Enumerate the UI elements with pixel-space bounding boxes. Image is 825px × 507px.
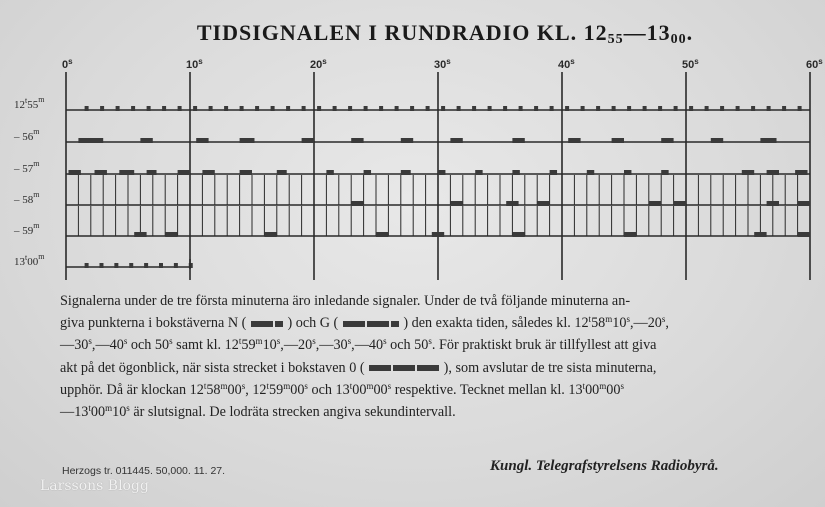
print-reference: Herzogs tr. 011445. 50,000. 11. 27. <box>62 465 226 477</box>
signal-dot <box>410 106 414 111</box>
signal-dot <box>426 106 430 111</box>
row-label-unit: m <box>33 221 40 230</box>
para-text: —30 <box>60 337 89 354</box>
signal-dash <box>264 232 276 237</box>
signal-dot <box>534 106 538 111</box>
signal-dash <box>624 170 631 175</box>
signal-dot <box>147 106 151 111</box>
signal-dash <box>401 138 413 143</box>
para-text: upphör. Då är klockan 12 <box>60 381 204 398</box>
signal-dash <box>134 232 146 237</box>
signal-dash <box>95 170 107 175</box>
x-tick-label: 10$^s$ <box>186 57 203 71</box>
sup-m: m <box>283 380 291 391</box>
sup-m: m <box>105 403 113 414</box>
signal-dot <box>658 106 662 111</box>
para-text: ,—40 <box>351 337 384 354</box>
para-text: ,—20 <box>629 315 662 332</box>
end-signal-dot <box>114 263 118 268</box>
signal-dash <box>624 232 636 237</box>
row-label-unit: m <box>33 127 40 136</box>
para-text: och 50 <box>386 337 429 354</box>
signal-dot <box>286 106 290 111</box>
sup-t: t <box>238 336 242 347</box>
signal-dot <box>178 106 182 111</box>
para-text: Signalerna under de tre första minuterna äro inledande signaler. Under de två följande minuterna an- <box>60 293 631 309</box>
sup-m: m <box>220 380 228 391</box>
morse-dash-glyph <box>343 321 365 327</box>
title-sub2: 00 <box>670 32 687 47</box>
row-label-num: 55 <box>27 99 39 111</box>
para-text: 10 <box>262 337 277 354</box>
signal-dash <box>178 170 190 175</box>
sup-t: t <box>588 314 592 325</box>
sup-s: s <box>312 336 316 347</box>
sup-s: s <box>169 336 173 347</box>
signal-dot <box>798 106 802 111</box>
para-text: —13 <box>60 404 89 421</box>
signal-dash <box>754 232 766 237</box>
sup-s: s <box>428 336 432 347</box>
title-end: . <box>686 20 694 45</box>
signal-dot <box>224 106 228 111</box>
signal-dash <box>165 232 177 237</box>
sup-s: s <box>304 380 308 391</box>
signal-dash <box>742 170 754 175</box>
x-tick-unit: s <box>198 57 203 66</box>
sup-s: s <box>123 336 128 347</box>
para-line <box>60 312 810 334</box>
signal-dot <box>116 106 120 111</box>
sup-s: s <box>126 403 130 414</box>
sup-t: t <box>582 380 586 391</box>
signal-dash <box>760 138 776 143</box>
x-tick-label: 20$^s$ <box>310 57 327 71</box>
x-tick-unit: s <box>694 57 699 66</box>
signal-dot <box>85 106 89 111</box>
signal-dash <box>711 138 723 143</box>
signal-dot <box>751 106 755 111</box>
signal-dash <box>587 170 594 175</box>
signal-dash <box>568 138 580 143</box>
x-tick-unit: s <box>818 57 823 66</box>
morse-dash-glyph <box>251 321 273 327</box>
signal-dash <box>550 170 557 175</box>
signal-dash <box>78 138 103 143</box>
signal-dash <box>767 170 779 175</box>
x-tick-unit: s <box>446 57 451 66</box>
signal-dot <box>317 106 321 111</box>
signal-dash <box>277 170 287 175</box>
row-label-unit: m <box>38 95 45 104</box>
end-signal-dot <box>174 263 178 268</box>
para-text: 00 <box>352 381 367 398</box>
signal-dash <box>326 170 333 175</box>
para-text: är slutsignal. De lodräta strecken angiva sekundintervall. <box>129 404 456 421</box>
sup-s: s <box>88 336 92 347</box>
sup-s: s <box>661 314 666 325</box>
signal-dot <box>643 106 647 111</box>
sup-t: t <box>266 380 270 391</box>
title-sub1: 55 <box>607 32 624 47</box>
signal-dash <box>196 138 208 143</box>
sup-s: s <box>347 336 352 347</box>
signal-dot <box>364 106 368 111</box>
signal-dot <box>100 106 104 111</box>
para-text: giva punkterna i bokstäverna N ( <box>60 315 247 332</box>
signal-dot <box>736 106 740 111</box>
signal-dash <box>649 201 661 206</box>
signal-dash <box>512 170 519 175</box>
signal-dash <box>364 170 371 175</box>
signal-dot <box>674 106 678 111</box>
row-label-num: 00 <box>27 256 39 268</box>
signal-dot <box>627 106 631 111</box>
row-label-unit: m <box>38 252 45 261</box>
title-dash: —13 <box>623 20 671 45</box>
sup-m: m <box>255 336 263 347</box>
signal-dash <box>351 138 363 143</box>
signal-dot <box>302 106 306 111</box>
row-label-unit: m <box>33 159 40 168</box>
para-text: och 50 <box>127 337 170 354</box>
x-tick-unit: s <box>322 57 327 66</box>
para-text: 00 <box>290 381 305 398</box>
signal-dash <box>140 138 152 143</box>
signal-dash <box>438 170 445 175</box>
x-tick-label: 40$^s$ <box>558 57 575 71</box>
morse-dash-glyph <box>369 365 391 371</box>
signal-dot <box>488 106 492 111</box>
title-main: TIDSIGNALEN I RUNDRADIO KL. 12 <box>196 20 608 45</box>
para-line <box>60 379 810 401</box>
sup-m: m <box>366 380 374 391</box>
end-signal-dot <box>129 263 133 268</box>
para-text: 59 <box>241 337 256 354</box>
signal-dot <box>441 106 445 111</box>
signal-dash <box>376 232 388 237</box>
para-text: respektive. Tecknet mellan kl. 13 <box>391 381 583 398</box>
sup-s: s <box>276 336 281 347</box>
end-signal-dot <box>99 263 103 268</box>
signal-dash <box>351 201 363 206</box>
signal-dash <box>661 138 673 143</box>
para-text: 00 <box>606 381 621 398</box>
signal-dot <box>705 106 709 111</box>
para-text: akt på det ögonblick, när sista strecket i bokstaven 0 ( <box>60 359 365 376</box>
para-text: ) den exakta tiden, således kl. 12 <box>403 315 589 332</box>
signal-dot <box>395 106 399 111</box>
signal-dot <box>596 106 600 111</box>
sup-t: t <box>88 403 91 414</box>
x-tick-label: 60$^s$ <box>806 57 823 71</box>
para-text: 00 <box>585 381 600 398</box>
para-text: ), som avslutar de tre sista minuterna, <box>443 359 657 376</box>
signal-dot <box>333 106 337 111</box>
signal-dash <box>432 232 444 237</box>
signal-dash <box>202 170 214 175</box>
sup-s: s <box>383 336 387 347</box>
end-signal-dot <box>144 263 148 268</box>
row-label-t: t <box>25 96 28 105</box>
signal-dash <box>240 138 255 143</box>
morse-dash-glyph <box>417 365 439 371</box>
signal-dash <box>512 232 524 237</box>
signal-dot <box>240 106 244 111</box>
signal-dash <box>506 201 518 206</box>
x-tick-label: 50$^s$ <box>682 57 699 71</box>
signal-dot <box>612 106 616 111</box>
morse-dot-glyph <box>391 321 399 327</box>
sup-m: m <box>599 380 607 391</box>
signal-dash <box>401 170 411 175</box>
signal-dash <box>512 138 524 143</box>
signal-dash <box>475 170 482 175</box>
signal-dash <box>674 201 686 206</box>
para-text: 10 <box>112 404 127 421</box>
para-line <box>60 357 810 379</box>
para-text: 00 <box>373 381 388 398</box>
sup-s: s <box>241 380 246 391</box>
row-label-t: t <box>25 253 28 262</box>
signal-dot <box>503 106 507 111</box>
signal-dot <box>565 106 569 111</box>
para-text: och 13 <box>307 381 350 398</box>
signal-dash <box>798 201 810 206</box>
sup-s: s <box>620 380 624 391</box>
explanation-paragraph <box>60 290 810 423</box>
signal-dot <box>255 106 259 111</box>
signal-dot <box>348 106 352 111</box>
signal-dash <box>240 170 252 175</box>
signal-dot <box>519 106 523 111</box>
signal-dot <box>209 106 213 111</box>
para-text: 58 <box>591 315 606 332</box>
signal-dash <box>537 201 549 206</box>
signal-dot <box>271 106 275 111</box>
signal-dash <box>661 170 668 175</box>
signal-dot <box>689 106 693 111</box>
para-text: ,—20 <box>280 337 313 354</box>
signal-dot <box>720 106 724 111</box>
signal-dash <box>612 138 624 143</box>
row-label: 13$^t$00$^m$ <box>14 252 45 268</box>
x-tick-unit: s <box>68 57 73 66</box>
para-text: . För praktiskt bruk är tillfyllest att giva <box>431 337 657 354</box>
morse-dash-glyph <box>367 321 389 327</box>
signal-dash <box>450 138 462 143</box>
para-text: ,—40 <box>91 337 124 354</box>
para-text: 10 <box>612 315 627 332</box>
sup-s: s <box>387 380 392 391</box>
signal-dot <box>379 106 383 111</box>
signal-dot <box>581 106 585 111</box>
morse-dash-glyph <box>393 365 415 371</box>
x-tick-unit: s <box>570 57 575 66</box>
signal-dot <box>162 106 166 111</box>
signal-dash <box>798 232 810 237</box>
end-signal-dot <box>85 263 89 268</box>
signal-dash <box>767 201 779 206</box>
para-line <box>60 334 810 356</box>
para-line <box>60 401 810 423</box>
para-text: 58 <box>206 381 221 398</box>
sup-t: t <box>349 380 353 391</box>
signal-dot <box>193 106 197 111</box>
para-text: 00 <box>90 404 106 421</box>
signal-dash <box>119 170 134 175</box>
para-text: ,—30 <box>315 337 348 354</box>
row-label: – 58$^m$ <box>14 190 40 206</box>
para-text: samt kl. 12 <box>172 337 239 354</box>
signal-dot <box>457 106 461 111</box>
row-label: – 56$^m$ <box>14 127 40 143</box>
signal-dash <box>302 138 314 143</box>
signal-dot <box>782 106 786 111</box>
signal-dot <box>767 106 771 111</box>
signal-dash <box>795 170 807 175</box>
x-tick-label: 0$^s$ <box>62 57 73 71</box>
issuer-signature: Kungl. Telegrafstyrelsens Radiobyrå. <box>490 458 719 474</box>
sup-t: t <box>203 380 207 391</box>
signal-dot <box>550 106 554 111</box>
row-label: – 57$^m$ <box>14 159 40 175</box>
para-text: , <box>665 315 669 332</box>
row-label: 12$^t$55$^m$ <box>14 95 45 111</box>
blog-watermark: Larssons Blogg <box>40 478 149 494</box>
signal-dash <box>68 170 80 175</box>
row-label: – 59$^m$ <box>14 221 40 237</box>
sup-m: m <box>605 314 613 325</box>
para-text: ) och G ( <box>287 315 339 332</box>
row-label-unit: m <box>33 190 40 199</box>
signal-dash <box>450 201 462 206</box>
para-line <box>60 290 810 312</box>
x-tick-label: 30$^s$ <box>434 57 451 71</box>
sup-s: s <box>626 314 630 325</box>
end-signal-dot <box>159 263 163 268</box>
morse-dot-glyph <box>275 321 283 327</box>
para-text: 59 <box>269 381 284 398</box>
para-text: 00 <box>227 381 242 398</box>
signal-dot <box>472 106 476 111</box>
signal-dash <box>147 170 157 175</box>
para-text: , 12 <box>245 381 267 398</box>
signal-dot <box>131 106 135 111</box>
